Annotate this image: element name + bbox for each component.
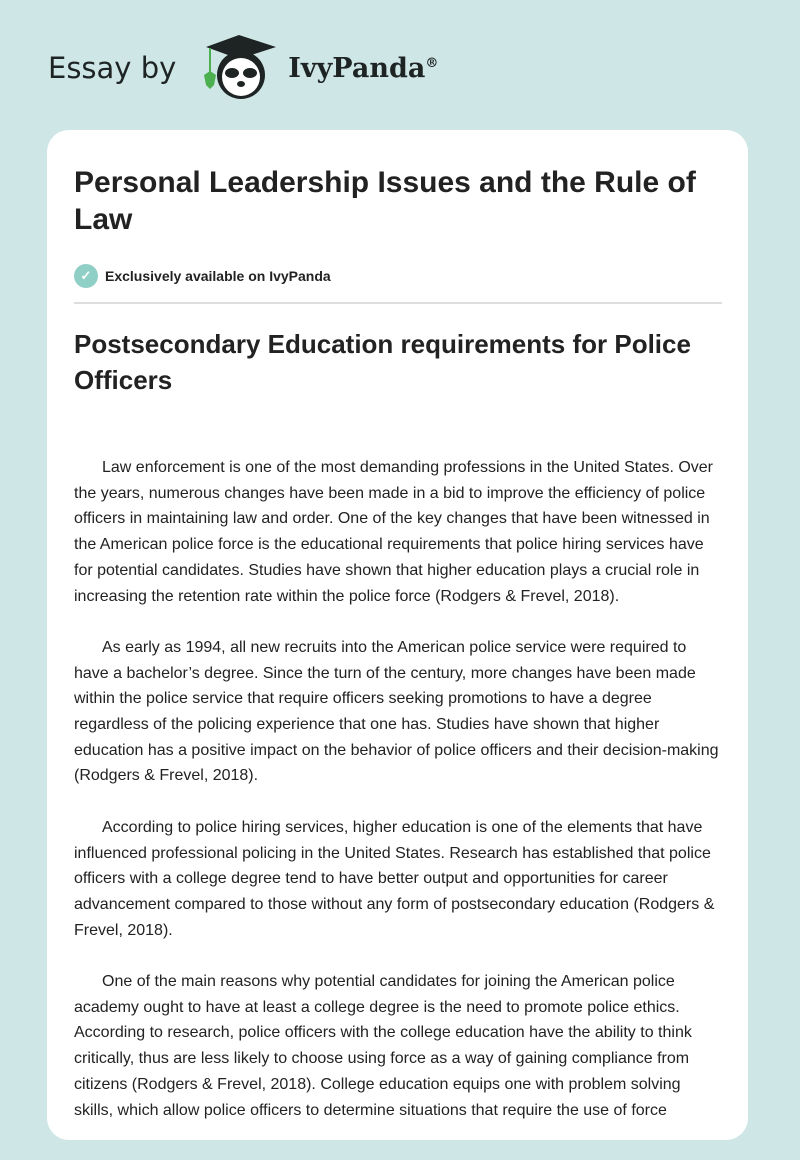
paragraph: As early as 1994, all new recruits into the American police service were required to have a bachelor’s degree. Since the turn of the century, more changes have been made within the police service that require officers seeking promotions to have a degree regardless of the policing experience that one has. Studies have shown that higher education has a positive impact on the behavior of police officers and their decision-making (Rodgers & Frevel, 2018).: [74, 638, 719, 785]
site-header: [48, 38, 438, 98]
essay-title: Personal Leadership Issues and the Rule of Law: [74, 166, 696, 236]
brand-name: IvyPanda®: [288, 52, 439, 84]
check-icon: ✓: [74, 264, 98, 288]
paragraph: One of the main reasons why potential candidates for joining the American police academy ought to have at least a college degree is the need to promote police ethics. According to research, police officers with the college education have the ability to think critically, thus are less likely to choose using force as a way of gaining compliance from citizens (Rodgers & Frevel, 2018). College education equips one with problem solving skills, which allow police officers to determine situations that require the use of force: [74, 973, 692, 1119]
paragraph: According to police hiring services, higher education is one of the elements that have influenced professional policing in the United States. Research has established that police officers with a college degree tend to have better output and opportunities for career advancement compared to those without any form of postsecondary education (Rodgers & Frevel, 2018).: [74, 818, 715, 939]
section-heading: Postsecondary Education requirements for Police Officers: [74, 329, 691, 395]
exclusive-label: Exclusively available on IvyPanda: [105, 268, 331, 284]
divider: [74, 302, 722, 304]
panda-logo-icon: [196, 33, 282, 103]
essay-by-label: Essay by: [48, 51, 177, 85]
paragraph: Law enforcement is one of the most demanding professions in the United States. Over the years, numerous changes have been made in a bid to improve the efficiency of police officers in maintaining law and order. One of the key changes that have been witnessed in the American police force is the educational requirements that police hiring services have for potential candidates. Studies have shown that higher education plays a crucial role in increasing the retention rate within the police force (Rodgers & Frevel, 2018).: [74, 459, 713, 605]
essay-card: [47, 130, 748, 1140]
exclusive-badge: [74, 264, 331, 288]
essay-body: [74, 455, 722, 1140]
